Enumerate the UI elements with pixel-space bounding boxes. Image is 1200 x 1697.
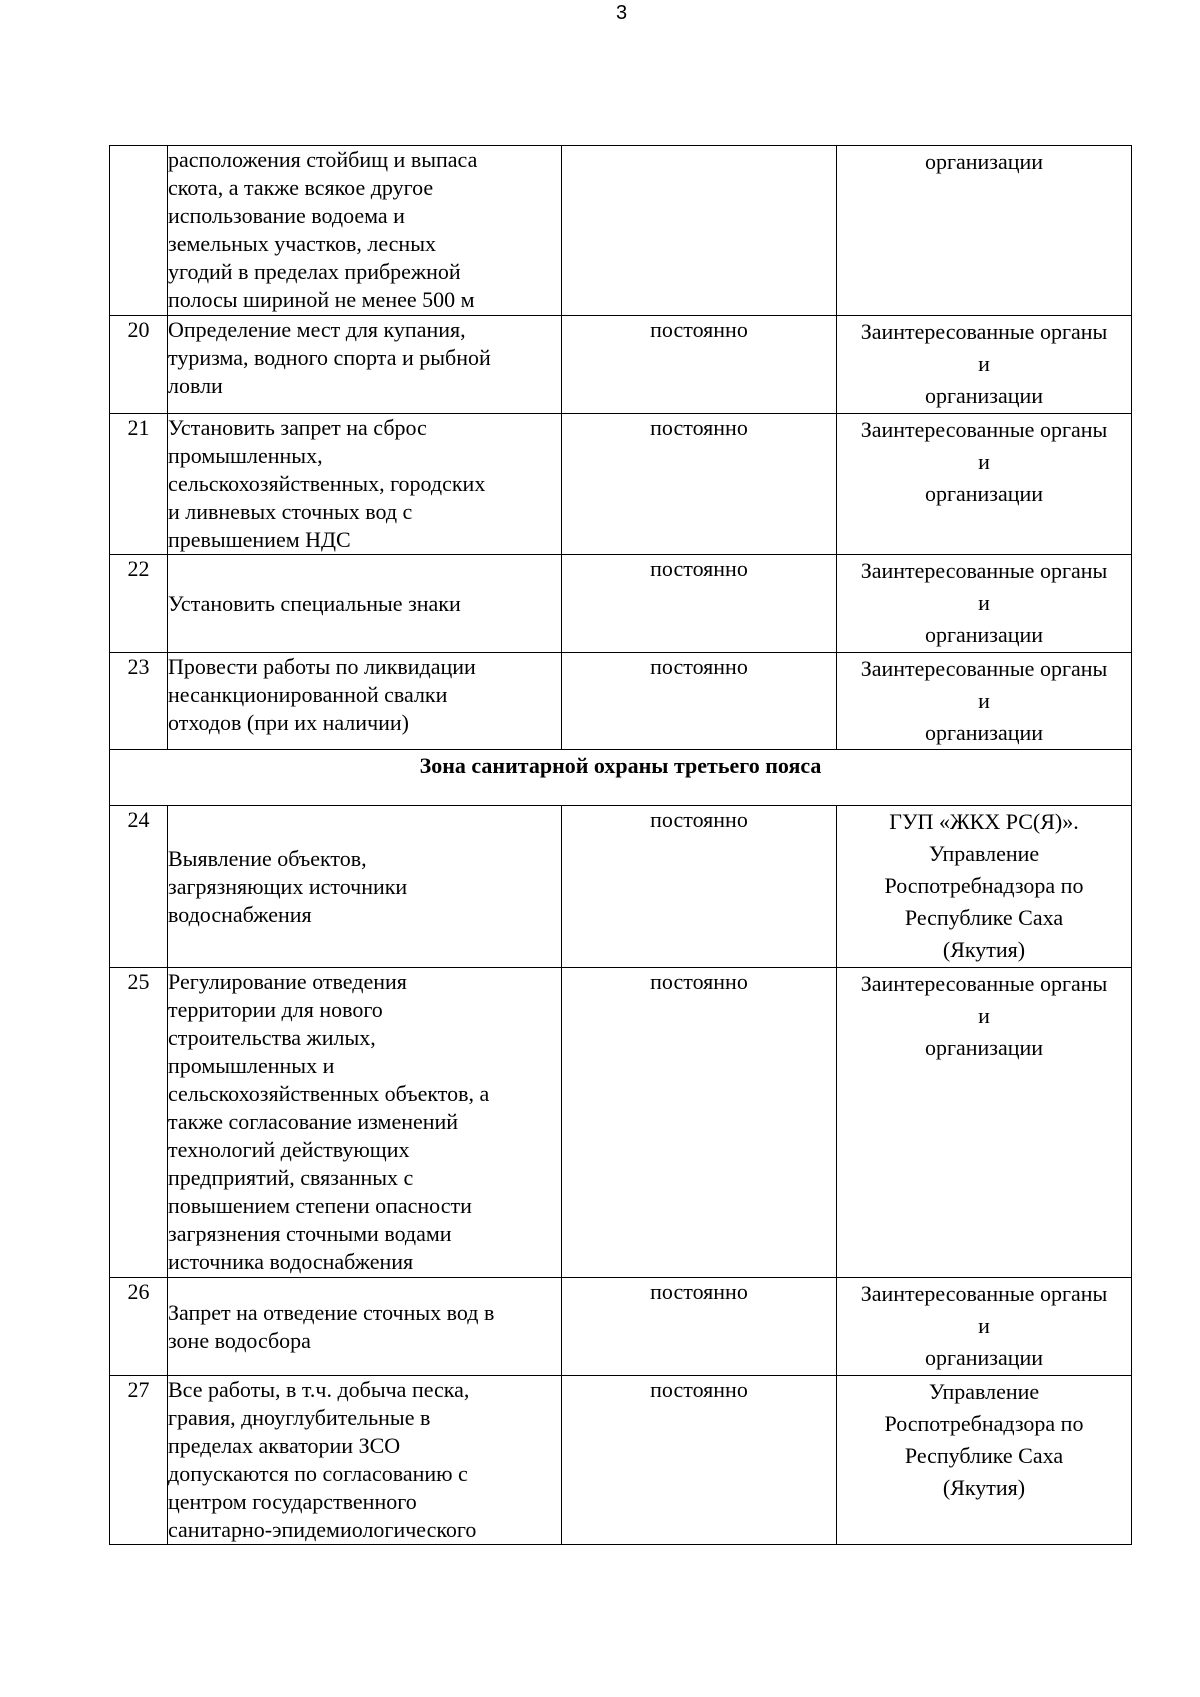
responsible-line: Управление	[928, 1379, 1040, 1404]
description-line: водоснабжения	[168, 901, 312, 927]
description-line: Выявление объектов,	[168, 845, 367, 871]
description-line: ловли	[168, 373, 223, 398]
description-line: Запрет на отведение сточных вод в	[168, 1299, 495, 1325]
responsible-party	[837, 968, 1132, 1278]
table-row	[110, 806, 1132, 968]
row-number: 23	[110, 653, 168, 750]
row-number	[110, 146, 168, 316]
responsible-line: организации	[924, 1035, 1044, 1060]
description-line: Регулирование отведения	[168, 969, 407, 994]
description-line: загрязнения сточными водами	[168, 1221, 452, 1246]
table-row	[110, 968, 1132, 1278]
table-section	[110, 750, 1132, 806]
deadline	[562, 146, 837, 316]
description-line: Установить запрет на сброс	[168, 415, 427, 440]
measure-description	[168, 316, 562, 414]
measure-description	[168, 414, 562, 555]
description-line: центром государственного	[168, 1489, 417, 1514]
description-line: сельскохозяйственных, городских	[168, 471, 486, 496]
section-title: Зона санитарной охраны третьего пояса	[110, 750, 1132, 806]
description-line: Установить специальные знаки	[168, 590, 461, 616]
measure-description	[168, 968, 562, 1278]
responsible-party	[837, 555, 1132, 653]
responsible-line: организации	[924, 383, 1044, 408]
description-line: территории для нового	[168, 997, 383, 1022]
measure-description	[168, 555, 562, 653]
description-line: Все работы, в т.ч. добыча песка,	[168, 1377, 470, 1402]
description-line: также согласование изменений	[168, 1109, 459, 1134]
description-line: отходов (при их наличии)	[168, 710, 410, 735]
description-line: земельных участков, лесных	[168, 231, 436, 256]
responsible-party	[837, 414, 1132, 555]
deadline: постоянно	[562, 653, 837, 750]
row-number: 21	[110, 414, 168, 555]
measures-table	[109, 145, 1132, 1545]
responsible-line: Заинтересованные органы	[860, 656, 1108, 681]
description-line: промышленных,	[168, 443, 323, 468]
description-line: санитарно-эпидемиологического	[168, 1517, 477, 1542]
responsible-party	[837, 146, 1132, 316]
responsible-line: и	[978, 351, 990, 376]
responsible-line: ГУП «ЖКХ РС(Я)».	[889, 809, 1079, 834]
table-row	[110, 316, 1132, 414]
description-line: и ливневых сточных вод с	[168, 499, 413, 524]
description-line: Определение мест для купания,	[168, 317, 466, 342]
row-number: 25	[110, 968, 168, 1278]
table-body-before	[110, 146, 1132, 750]
description-line: сельскохозяйственных объектов, а	[168, 1081, 490, 1106]
deadline: постоянно	[562, 806, 837, 968]
description-line: зоне водосбора	[168, 1327, 311, 1353]
responsible-line: (Якутия)	[942, 1475, 1026, 1500]
deadline: постоянно	[562, 1278, 837, 1376]
responsible-party	[837, 653, 1132, 750]
section-header-row	[110, 750, 1132, 806]
description-line: загрязняющих источники	[168, 873, 408, 899]
description-line: несанкционированной свалки	[168, 682, 448, 707]
description-line: технологий действующих	[168, 1137, 410, 1162]
deadline: постоянно	[562, 316, 837, 414]
responsible-line: организации	[924, 481, 1044, 506]
description-line: промышленных и	[168, 1053, 335, 1078]
row-number: 26	[110, 1278, 168, 1376]
responsible-line: Заинтересованные органы	[860, 1281, 1108, 1306]
description-line: использование водоема и	[168, 203, 405, 228]
responsible-party	[837, 806, 1132, 968]
table-body-after	[110, 806, 1132, 1545]
deadline: постоянно	[562, 968, 837, 1278]
row-number: 22	[110, 555, 168, 653]
description-line: гравия, дноуглубительные в	[168, 1405, 431, 1430]
description-line: допускаются по согласованию с	[168, 1461, 468, 1486]
description-line: полосы шириной не менее 500 м	[168, 287, 475, 312]
responsible-line: организации	[924, 622, 1044, 647]
row-number: 20	[110, 316, 168, 414]
responsible-line: и	[978, 1313, 990, 1338]
responsible-line: Заинтересованные органы	[860, 319, 1108, 344]
responsible-line: Республике Саха	[904, 1443, 1064, 1468]
responsible-line: и	[978, 688, 990, 713]
page-number: 3	[615, 2, 628, 24]
responsible-line: Роспотребнадзора по	[884, 873, 1084, 898]
description-line: скота, а также всякое другое	[168, 175, 434, 200]
description-line: угодий в пределах прибрежной	[168, 259, 461, 284]
table-row	[110, 1278, 1132, 1376]
responsible-party	[837, 1278, 1132, 1376]
description-line: Провести работы по ликвидации	[168, 654, 476, 679]
measure-description	[168, 146, 562, 316]
description-line: превышением НДС	[168, 527, 351, 552]
responsible-line: Управление	[928, 841, 1040, 866]
description-line: источника водоснабжения	[168, 1249, 414, 1274]
responsible-line: Заинтересованные органы	[860, 417, 1108, 442]
responsible-line: организации	[924, 1345, 1044, 1370]
responsible-line: организации	[924, 720, 1044, 745]
responsible-party	[837, 316, 1132, 414]
deadline: постоянно	[562, 1376, 837, 1545]
table-row	[110, 555, 1132, 653]
responsible-line: организации	[924, 149, 1044, 174]
row-number: 27	[110, 1376, 168, 1545]
responsible-line: и	[978, 449, 990, 474]
measure-description	[168, 806, 562, 968]
responsible-party	[837, 1376, 1132, 1545]
table-row	[110, 1376, 1132, 1545]
responsible-line: Республике Саха	[904, 905, 1064, 930]
description-line: туризма, водного спорта и рыбной	[168, 345, 491, 370]
description-line: строительства жилых,	[168, 1025, 376, 1050]
description-line: повышением степени опасности	[168, 1193, 472, 1218]
table-row	[110, 146, 1132, 316]
responsible-line: (Якутия)	[942, 937, 1026, 962]
description-line: расположения стойбищ и выпаса	[168, 147, 478, 172]
responsible-line: Заинтересованные органы	[860, 558, 1108, 583]
responsible-line: Заинтересованные органы	[860, 971, 1108, 996]
responsible-line: Роспотребнадзора по	[884, 1411, 1084, 1436]
deadline: постоянно	[562, 555, 837, 653]
responsible-line: и	[978, 590, 990, 615]
description-line: предприятий, связанных с	[168, 1165, 414, 1190]
deadline: постоянно	[562, 414, 837, 555]
measure-description	[168, 1278, 562, 1376]
row-number: 24	[110, 806, 168, 968]
description-line: пределах акватории ЗСО	[168, 1433, 401, 1458]
responsible-line: и	[978, 1003, 990, 1028]
measure-description	[168, 1376, 562, 1545]
measure-description	[168, 653, 562, 750]
table-row	[110, 414, 1132, 555]
table-row	[110, 653, 1132, 750]
